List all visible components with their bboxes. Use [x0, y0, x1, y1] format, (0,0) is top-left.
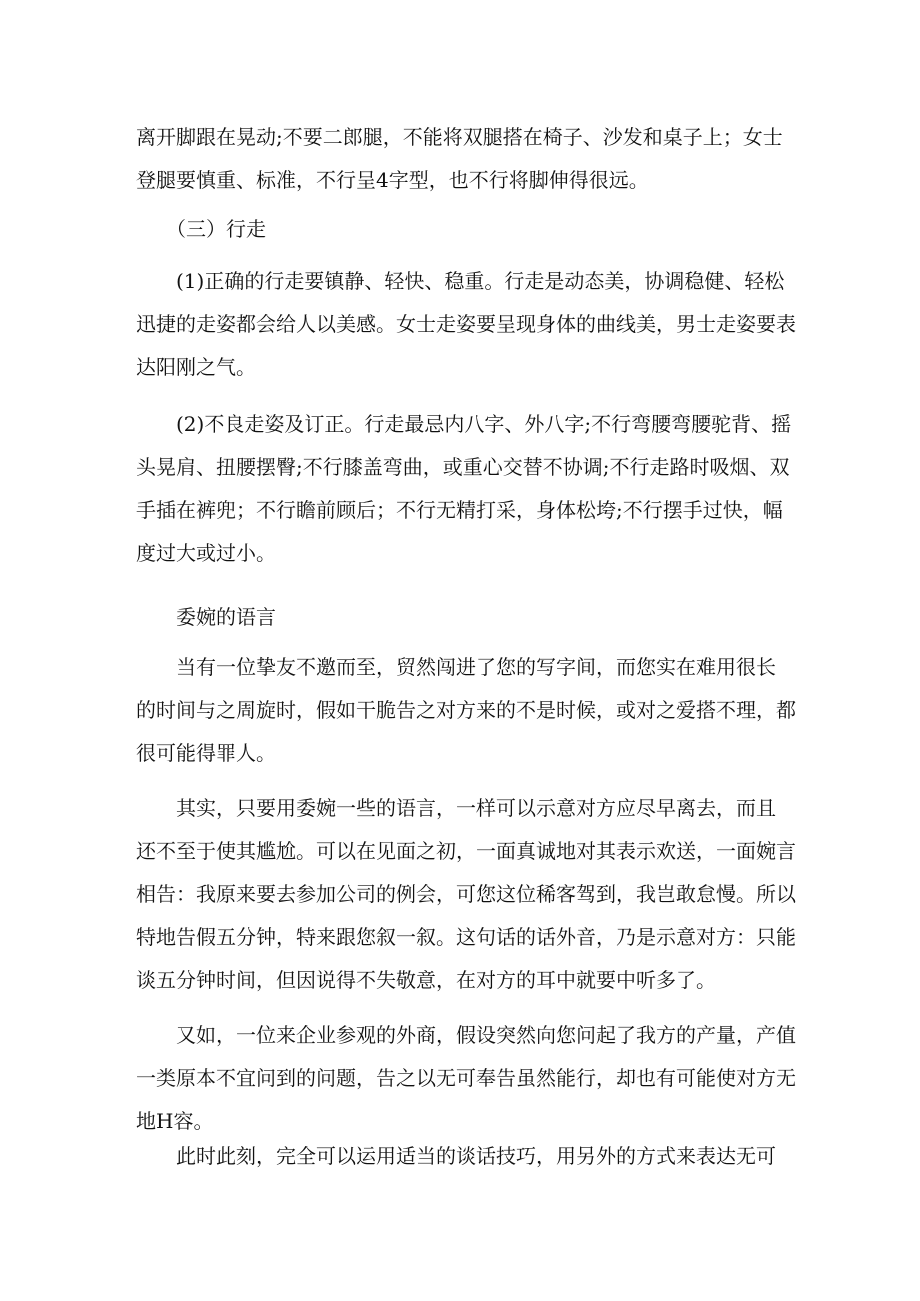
paragraph-line: (2)不良走姿及订正。行走最忌内八字、外八字;不行弯腰弯腰驼背、摇	[176, 412, 792, 436]
paragraph	[136, 403, 792, 575]
paragraph-line: 地H容。	[136, 1109, 214, 1133]
paragraph-line: 达阳刚之气。	[136, 355, 256, 379]
paragraph	[136, 1135, 786, 1178]
paragraph-line: 当有一位挚友不邀而至，贸然闯进了您的写字间，而您实在难用很长	[176, 655, 776, 679]
paragraph-line: 离开脚跟在晃动;不要二郎腿，不能将双腿搭在椅子、沙发和桌子上；女士	[136, 125, 783, 149]
paragraph-line: 的时间与之周旋时，假如干脆告之对方来的不是时候，或对之爱搭不理，都	[136, 698, 796, 722]
paragraph-line: 相告：我原来要去参加公司的例会，可您这位稀客驾到，我岂敢怠慢。所以	[136, 882, 796, 906]
section-heading	[176, 596, 786, 639]
paragraph-line: 迅捷的走姿都会给人以美感。女士走姿要呈现身体的曲线美，男士走姿要表	[136, 312, 796, 336]
paragraph-line: 谈五分钟时间，但因说得不失敬意，在对方的耳中就要中听多了。	[136, 968, 716, 992]
paragraph-line: 登腿要慎重、标准，不行呈4字型，也不行将脚伸得很远。	[136, 168, 649, 192]
paragraph-line: (1)正确的行走要镇静、轻快、稳重。行走是动态美，协调稳健、轻松	[176, 269, 785, 293]
heading-line: 委婉的语言	[176, 605, 276, 629]
paragraph	[136, 787, 796, 1002]
paragraph-line: 度过大或过小。	[136, 541, 276, 565]
paragraph-line: 还不至于使其尴尬。可以在见面之初，一面真诚地对其表示欢送，一面婉言	[136, 839, 796, 863]
paragraph-line: 很可能得罪人。	[136, 741, 276, 765]
paragraph-line: 手插在裤兜；不行瞻前顾后；不行无精打采，身体松垮;不行摆手过快，幅	[136, 498, 783, 522]
paragraph-line: 此时此刻，完全可以运用适当的谈话技巧，用另外的方式来表达无可	[176, 1144, 776, 1168]
paragraph	[136, 116, 786, 202]
heading-line: （三）行走	[166, 217, 266, 241]
paragraph	[136, 1014, 796, 1143]
paragraph-line: 其实，只要用委婉一些的语言，一样可以示意对方应尽早离去，而且	[176, 796, 776, 820]
paragraph-line: 又如，一位来企业参观的外商，假设突然向您问起了我方的产量，产值	[176, 1023, 796, 1047]
section-heading	[166, 208, 786, 251]
paragraph-line: 头晃肩、扭腰摆臀;不行膝盖弯曲，或重心交替不协调;不行走路时吸烟、双	[136, 455, 790, 479]
paragraph	[136, 260, 796, 389]
paragraph-line: 特地告假五分钟，特来跟您叙一叙。这句话的话外音，乃是示意对方：只能	[136, 925, 796, 949]
paragraph-line: 一类原本不宜问到的问题，告之以无可奉告虽然能行，却也有可能使对方无	[136, 1066, 796, 1090]
paragraph	[136, 646, 796, 775]
